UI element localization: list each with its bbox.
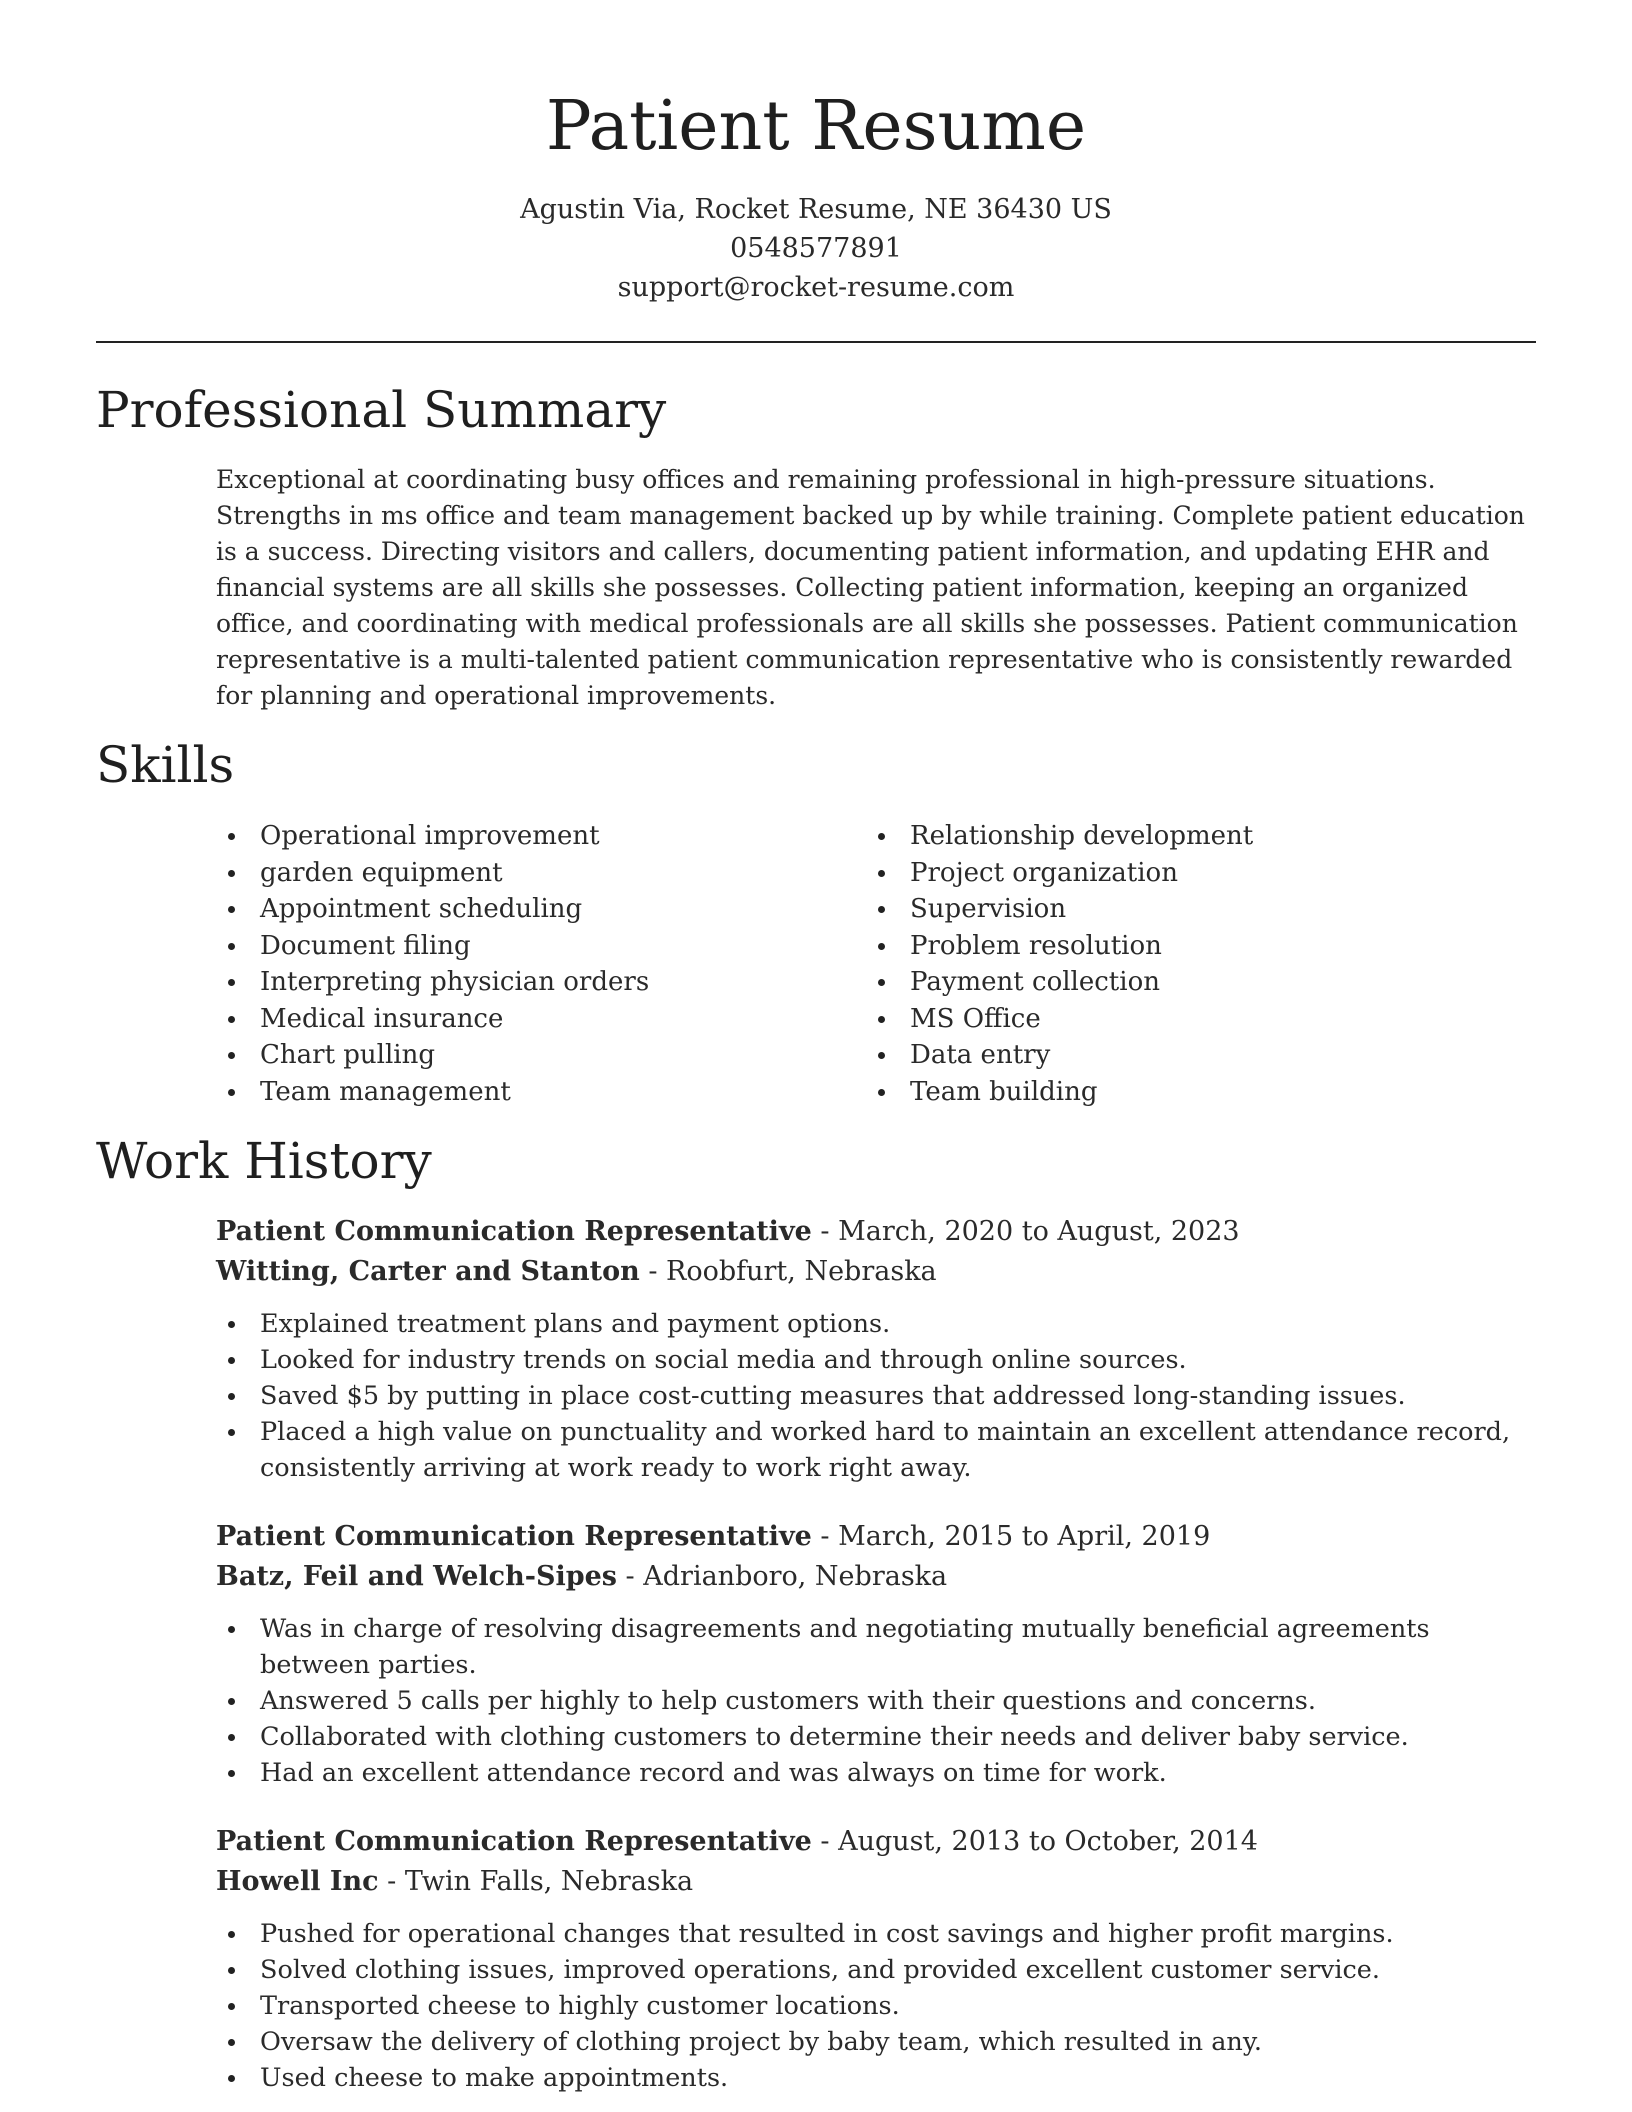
job-company: Howell Inc [216,1866,379,1897]
job-duty-item: Had an excellent attendance record and was always on time for work. [216,1755,1532,1791]
skills-list-right [866,818,1253,1110]
contact-address: Agustin Via, Rocket Resume, NE 36430 US [520,194,1112,225]
skill-item: Project organization [866,855,1253,892]
job-location: - Roobfurt, Nebraska [648,1256,937,1287]
job-entry [216,1212,1532,1486]
job-company-line [216,1252,1532,1292]
job-entry [216,1517,1532,1791]
job-company: Witting, Carter and Stanton [216,1256,640,1287]
job-duty-item: Looked for industry trends on social media and through online sources. [216,1342,1532,1378]
skill-item: Problem resolution [866,928,1253,965]
contact-phone: 0548577891 [730,233,902,264]
job-dates: - March, 2020 to August, 2023 [820,1216,1240,1247]
resume-title: Patient Resume [545,87,1087,166]
job-duties [216,1916,1532,2096]
job-title: Patient Communication Representative [216,1826,812,1857]
job-title-line [216,1212,1532,1252]
header-divider [96,341,1536,343]
job-duty-item: Pushed for operational changes that resulted in cost savings and higher profit margins. [216,1916,1532,1952]
job-duty-item: Solved clothing issues, improved operations, and provided excellent customer service. [216,1952,1532,1988]
job-duty-item: Transported cheese to highly customer locations. [216,1988,1532,2024]
job-location: - Twin Falls, Nebraska [387,1866,694,1897]
job-duty-item: Placed a high value on punctuality and worked hard to maintain an excellent attendance record, consistently arriving at work ready to work right away. [216,1414,1532,1486]
skill-item: Payment collection [866,964,1253,1001]
job-duty-item: Used cheese to make appointments. [216,2060,1532,2096]
job-duties [216,1611,1532,1791]
job-dates: - March, 2015 to April, 2019 [820,1521,1211,1552]
job-duty-item: Saved $5 by putting in place cost-cutting measures that addressed long-standing issues. [216,1378,1532,1414]
skill-item: Document filing [216,928,649,965]
contact-email: support@rocket-resume.com [617,272,1015,303]
job-duty-item: Oversaw the delivery of clothing project by baby team, which resulted in any. [216,2024,1532,2060]
job-title-line [216,1517,1532,1557]
job-title: Patient Communication Representative [216,1521,812,1552]
job-title-line [216,1822,1532,1862]
job-duties [216,1306,1532,1486]
skill-item: Chart pulling [216,1037,649,1074]
job-location: - Adrianboro, Nebraska [625,1561,948,1592]
job-duty-item: Explained treatment plans and payment options. [216,1306,1532,1342]
skill-item: Data entry [866,1037,1253,1074]
job-duty-item: Collaborated with clothing customers to determine their needs and deliver baby service. [216,1719,1532,1755]
skill-item: Medical insurance [216,1001,649,1038]
skill-item: Appointment scheduling [216,891,649,928]
skill-item: MS Office [866,1001,1253,1038]
work-history-heading: Work History [96,1132,432,1190]
skill-item: Team management [216,1074,649,1111]
skill-item: Operational improvement [216,818,649,855]
job-title: Patient Communication Representative [216,1216,812,1247]
job-entry [216,1822,1532,2096]
skill-item: Supervision [866,891,1253,928]
job-duty-item: Was in charge of resolving disagreements and negotiating mutually beneficial agreements between parties. [216,1611,1532,1683]
job-company: Batz, Feil and Welch-Sipes [216,1561,617,1592]
summary-text: Exceptional at coordinating busy offices and remaining professional in high-pressure situations. Strengths in ms office and team management backed up by while training. Complete patient education is a success. Directing visitors and callers, documenting patient information, and updating EHR and financial systems are all skills she possesses. Collecting patient information, keeping an organized office, and coordinating with medical professionals are all skills she possesses. Patient communication representative is a multi-talented patient communication representative who is consistently rewarded for planning and operational improvements. [216,465,1525,710]
job-duty-item: Answered 5 calls per highly to help customers with their questions and concerns. [216,1683,1532,1719]
skills-list-left [216,818,649,1110]
job-dates: - August, 2013 to October, 2014 [820,1826,1258,1857]
skill-item: Interpreting physician orders [216,964,649,1001]
skill-item: Relationship development [866,818,1253,855]
skill-item: garden equipment [216,855,649,892]
job-company-line [216,1557,1532,1597]
job-company-line [216,1862,1532,1902]
contact-block [0,190,1632,307]
summary-heading: Professional Summary [96,381,667,439]
skills-heading: Skills [96,736,235,794]
skill-item: Team building [866,1074,1253,1111]
